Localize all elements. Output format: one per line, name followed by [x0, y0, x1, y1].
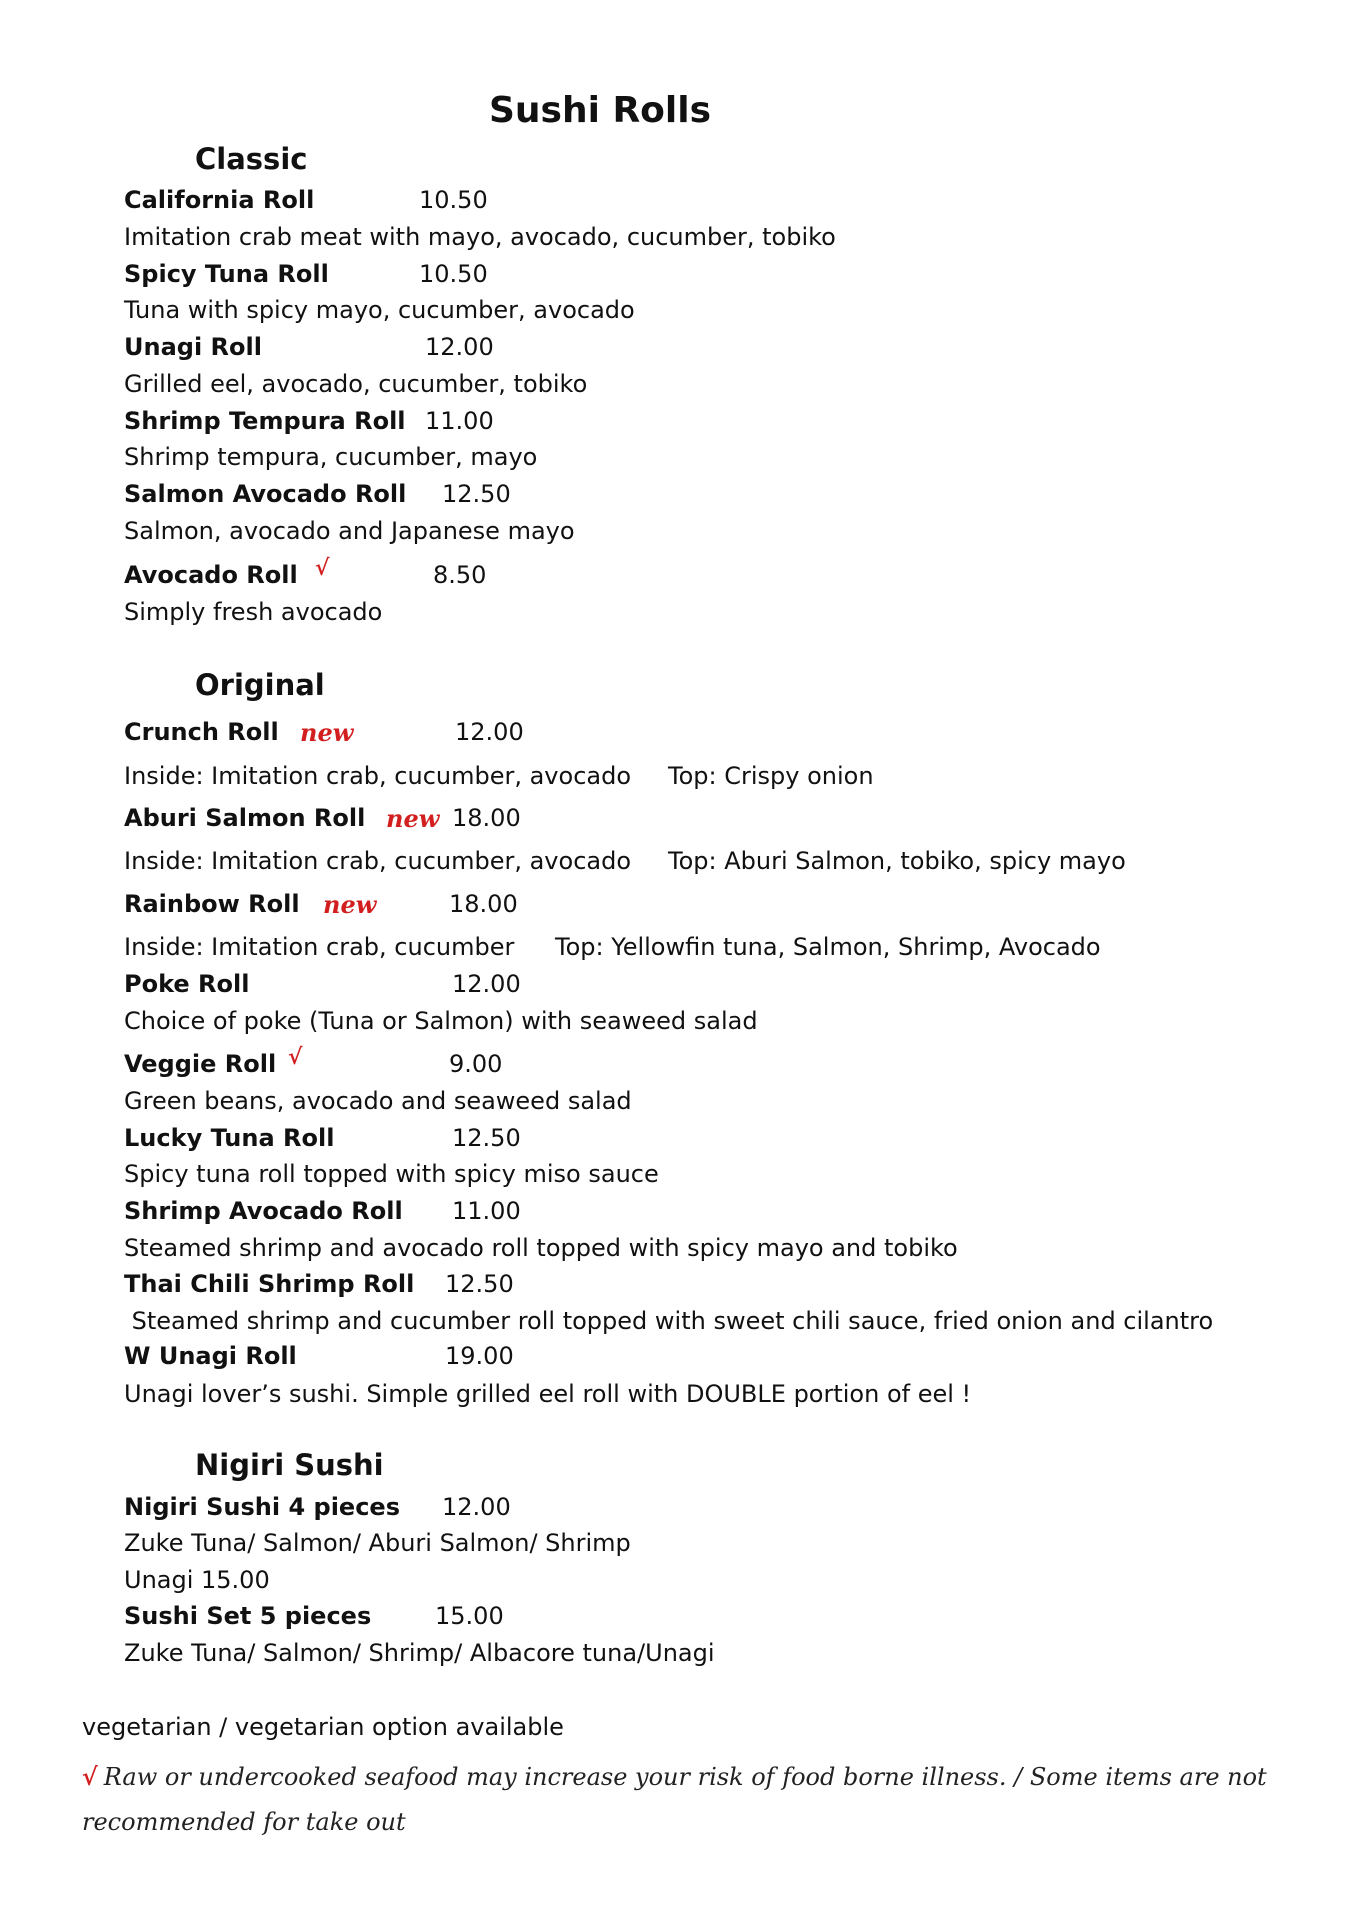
vegetarian-check-icon: √ [82, 1762, 98, 1791]
item-topping: Top: Crispy onion [668, 762, 874, 790]
item-description: Steamed shrimp and avocado roll topped with spicy mayo and tobiko [124, 1234, 958, 1262]
item-name: Poke Roll [124, 970, 250, 998]
section-classic-heading: Classic [195, 142, 308, 176]
item-description: Spicy tuna roll topped with spicy miso sauce [124, 1160, 659, 1188]
item-description: Green beans, avocado and seaweed salad [124, 1087, 632, 1115]
item-description: Choice of poke (Tuna or Salmon) with seaweed salad [124, 1007, 758, 1035]
item-inside: Inside: Imitation crab, cucumber [124, 933, 515, 961]
item-description: Simply fresh avocado [124, 598, 383, 626]
health-notice [82, 1754, 1302, 1845]
item-price: 12.50 [452, 1124, 521, 1152]
item-name: California Roll [124, 186, 315, 214]
item-description: Zuke Tuna/ Salmon/ Shrimp/ Albacore tuna/Unagi [124, 1639, 715, 1667]
item-name: Veggie Roll [124, 1050, 277, 1078]
item-description: Shrimp tempura, cucumber, mayo [124, 443, 538, 471]
item-price: 12.00 [452, 970, 521, 998]
page-title: Sushi Rolls [488, 90, 712, 131]
item-name: Shrimp Tempura Roll [124, 407, 406, 435]
item-name: Unagi Roll [124, 333, 262, 361]
item-name: Lucky Tuna Roll [124, 1124, 335, 1152]
item-price: 12.00 [425, 333, 494, 361]
item-topping: Top: Aburi Salmon, tobiko, spicy mayo [668, 847, 1126, 875]
item-description: Grilled eel, avocado, cucumber, tobiko [124, 370, 588, 398]
item-price: 12.00 [455, 718, 524, 746]
item-price: 18.00 [452, 804, 521, 832]
item-topping: Top: Yellowfin tuna, Salmon, Shrimp, Avocado [555, 933, 1101, 961]
item-inside: Inside: Imitation crab, cucumber, avocado [124, 847, 632, 875]
item-name: Thai Chili Shrimp Roll [124, 1270, 415, 1298]
new-badge: new [323, 890, 377, 919]
item-description: Salmon, avocado and Japanese mayo [124, 517, 575, 545]
vegetarian-check-icon: √ [315, 555, 330, 581]
item-description: Imitation crab meat with mayo, avocado, cucumber, tobiko [124, 223, 836, 251]
item-price: 12.00 [442, 1493, 511, 1521]
section-original-heading: Original [195, 668, 325, 702]
item-price: 10.50 [419, 260, 488, 288]
item-price: 8.50 [433, 561, 487, 589]
item-price: 15.00 [435, 1602, 504, 1630]
item-name: Rainbow Roll [124, 890, 300, 918]
item-price: 12.50 [442, 480, 511, 508]
item-name: Aburi Salmon Roll [124, 804, 366, 832]
item-price: 11.00 [425, 407, 494, 435]
item-name: Avocado Roll [124, 561, 298, 589]
new-badge: new [386, 804, 440, 833]
notice-text: Raw or undercooked seafood may increase your risk of food borne illness. / Some items are not recommended for take out [82, 1763, 1267, 1836]
item-name: W Unagi Roll [124, 1342, 297, 1370]
item-name: Sushi Set 5 pieces [124, 1602, 372, 1630]
item-name: Shrimp Avocado Roll [124, 1197, 403, 1225]
section-nigiri-heading: Nigiri Sushi [195, 1448, 384, 1482]
item-name: Nigiri Sushi 4 pieces [124, 1493, 400, 1521]
item-price: 10.50 [419, 186, 488, 214]
item-description: Tuna with spicy mayo, cucumber, avocado [124, 296, 635, 324]
item-name: Salmon Avocado Roll [124, 480, 407, 508]
item-name: Spicy Tuna Roll [124, 260, 329, 288]
item-description: Steamed shrimp and cucumber roll topped with sweet chili sauce, fried onion and cilantro [124, 1307, 1214, 1335]
item-extra: Unagi 15.00 [124, 1566, 270, 1594]
vegetarian-check-icon: √ [288, 1044, 303, 1070]
item-price: 9.00 [449, 1050, 503, 1078]
item-price: 18.00 [449, 890, 518, 918]
item-inside: Inside: Imitation crab, cucumber, avocado [124, 762, 632, 790]
item-description: Unagi lover’s sushi. Simple grilled eel roll with DOUBLE portion of eel ! [124, 1380, 972, 1408]
item-price: 12.50 [445, 1270, 514, 1298]
item-name: Crunch Roll [124, 718, 279, 746]
vegetarian-legend: vegetarian / vegetarian option available [82, 1713, 564, 1741]
item-price: 11.00 [452, 1197, 521, 1225]
new-badge: new [300, 718, 354, 747]
item-price: 19.00 [445, 1342, 514, 1370]
item-description: Zuke Tuna/ Salmon/ Aburi Salmon/ Shrimp [124, 1529, 631, 1557]
